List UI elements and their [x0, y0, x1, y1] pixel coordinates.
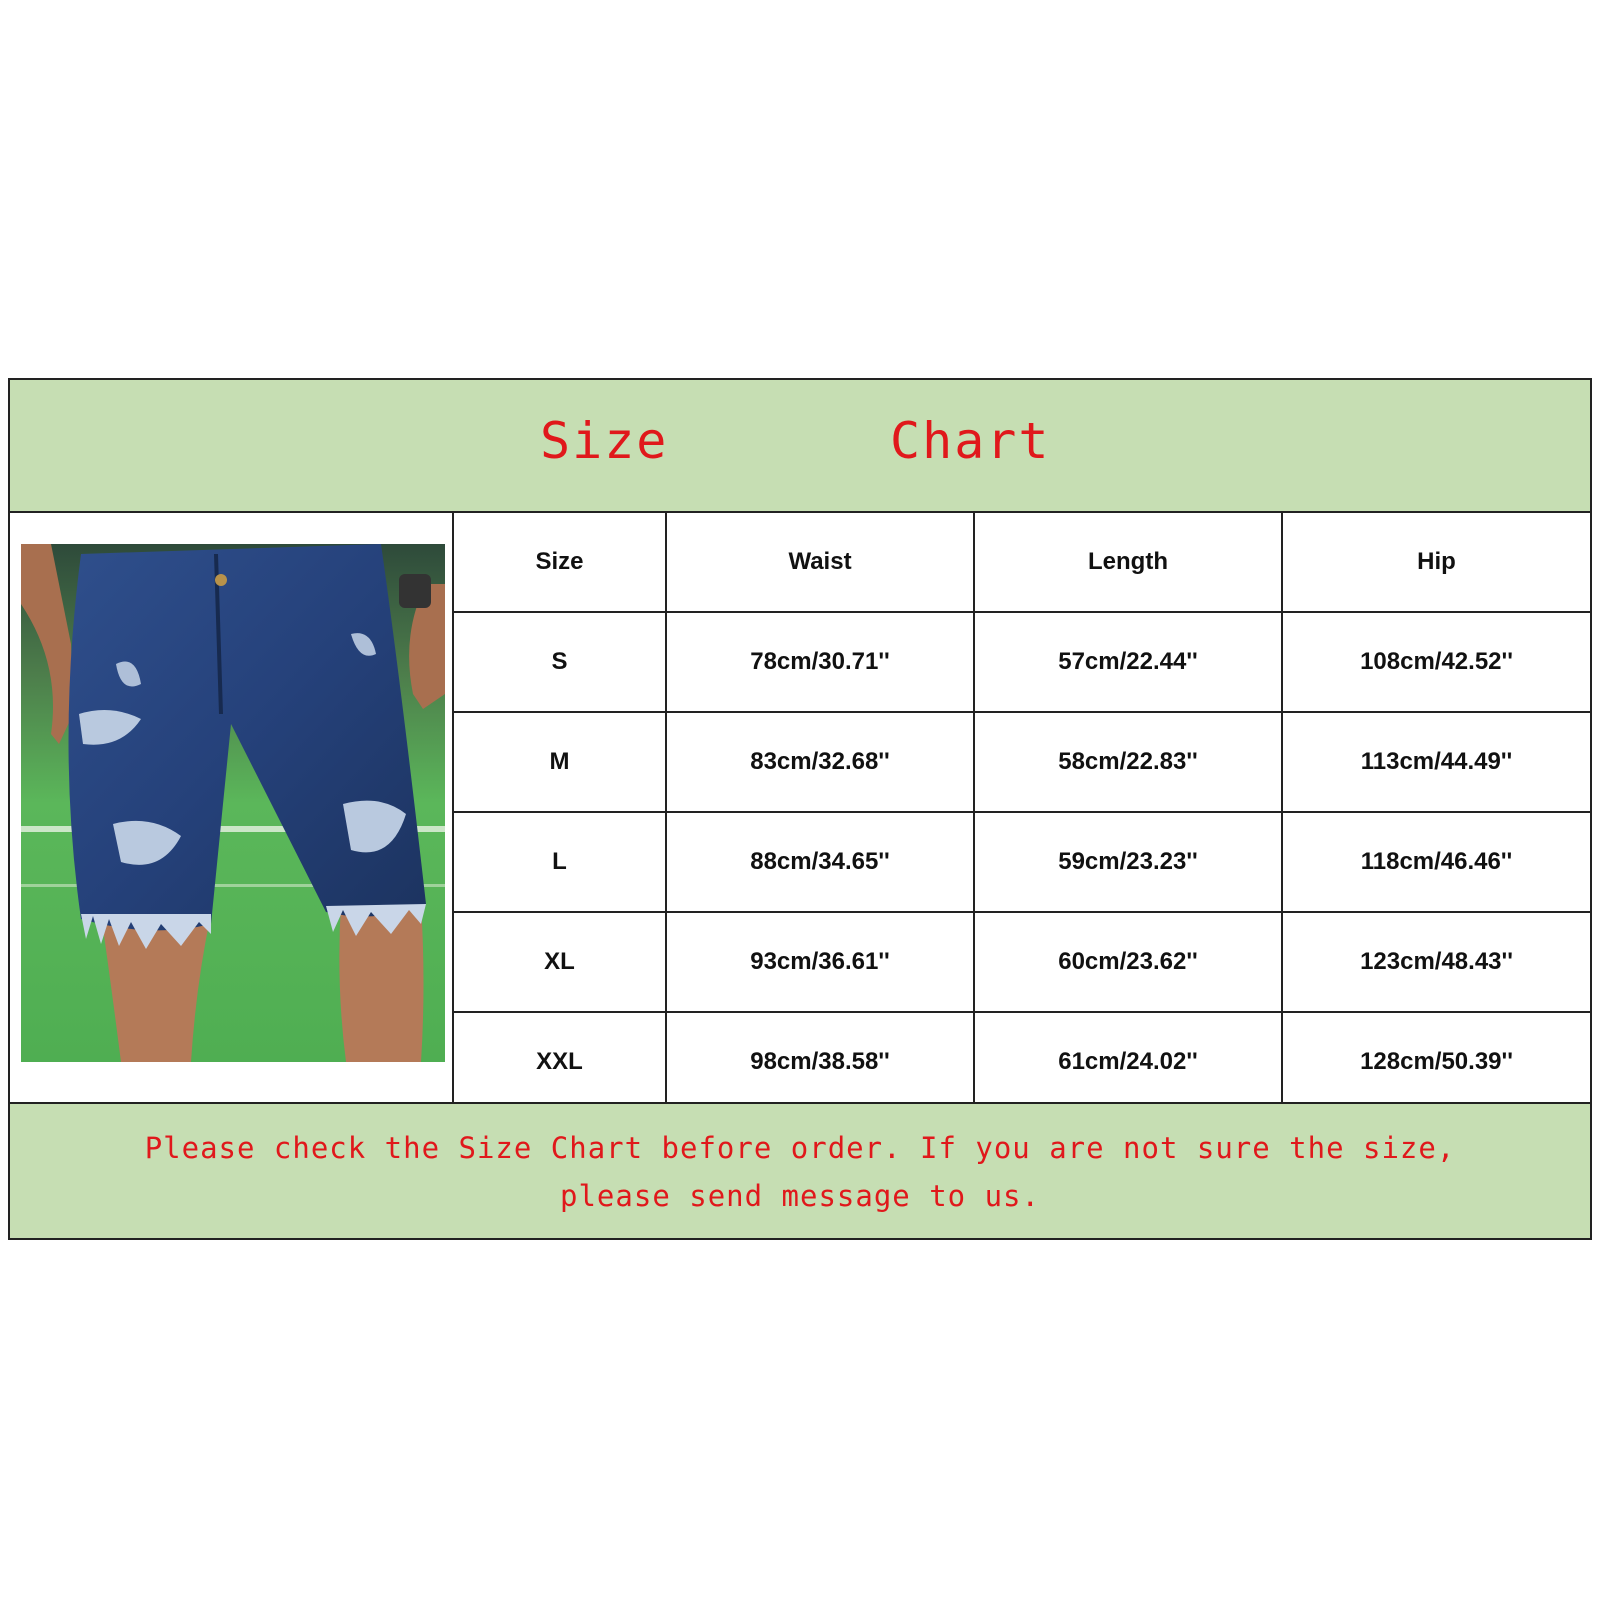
- header-hip: Hip: [1282, 513, 1590, 612]
- table-row: [454, 1012, 1590, 1111]
- table-row: [454, 712, 1590, 812]
- cell-waist: 93cm/36.61'': [666, 912, 974, 1012]
- note-band: [10, 1102, 1590, 1238]
- cell-hip: 128cm/50.39'': [1282, 1012, 1590, 1111]
- note-line-2: please send message to us.: [560, 1179, 1040, 1213]
- table-row: [454, 612, 1590, 712]
- title-band: [10, 380, 1590, 513]
- cell-length: 60cm/23.62'': [974, 912, 1282, 1012]
- cell-length: 58cm/22.83'': [974, 712, 1282, 812]
- size-table: [454, 513, 1590, 1111]
- cell-waist: 98cm/38.58'': [666, 1012, 974, 1111]
- cell-size: S: [454, 612, 666, 712]
- product-photo-cell: [10, 513, 454, 1102]
- header-size: Size: [454, 513, 666, 612]
- title-chart-word: Chart: [890, 412, 1051, 470]
- cell-waist: 83cm/32.68'': [666, 712, 974, 812]
- cell-hip: 113cm/44.49'': [1282, 712, 1590, 812]
- cell-hip: 108cm/42.52'': [1282, 612, 1590, 712]
- size-chart-sheet: [8, 378, 1592, 1240]
- header-waist: Waist: [666, 513, 974, 612]
- cell-waist: 88cm/34.65'': [666, 812, 974, 912]
- cell-size: XL: [454, 912, 666, 1012]
- cell-hip: 118cm/46.46'': [1282, 812, 1590, 912]
- cell-length: 57cm/22.44'': [974, 612, 1282, 712]
- table-row: [454, 812, 1590, 912]
- cell-length: 59cm/23.23'': [974, 812, 1282, 912]
- note-line-1: Please check the Size Chart before order. If you are not sure the size,: [144, 1131, 1456, 1165]
- table-header-row: [454, 513, 1590, 612]
- cell-waist: 78cm/30.71'': [666, 612, 974, 712]
- cell-size: XXL: [454, 1012, 666, 1111]
- denim-shorts-photo: [21, 544, 445, 1062]
- cell-size: M: [454, 712, 666, 812]
- table-row: [454, 912, 1590, 1012]
- cell-length: 61cm/24.02'': [974, 1012, 1282, 1111]
- title-size-word: Size: [540, 412, 669, 470]
- header-length: Length: [974, 513, 1282, 612]
- cell-size: L: [454, 812, 666, 912]
- cell-hip: 123cm/48.43'': [1282, 912, 1590, 1012]
